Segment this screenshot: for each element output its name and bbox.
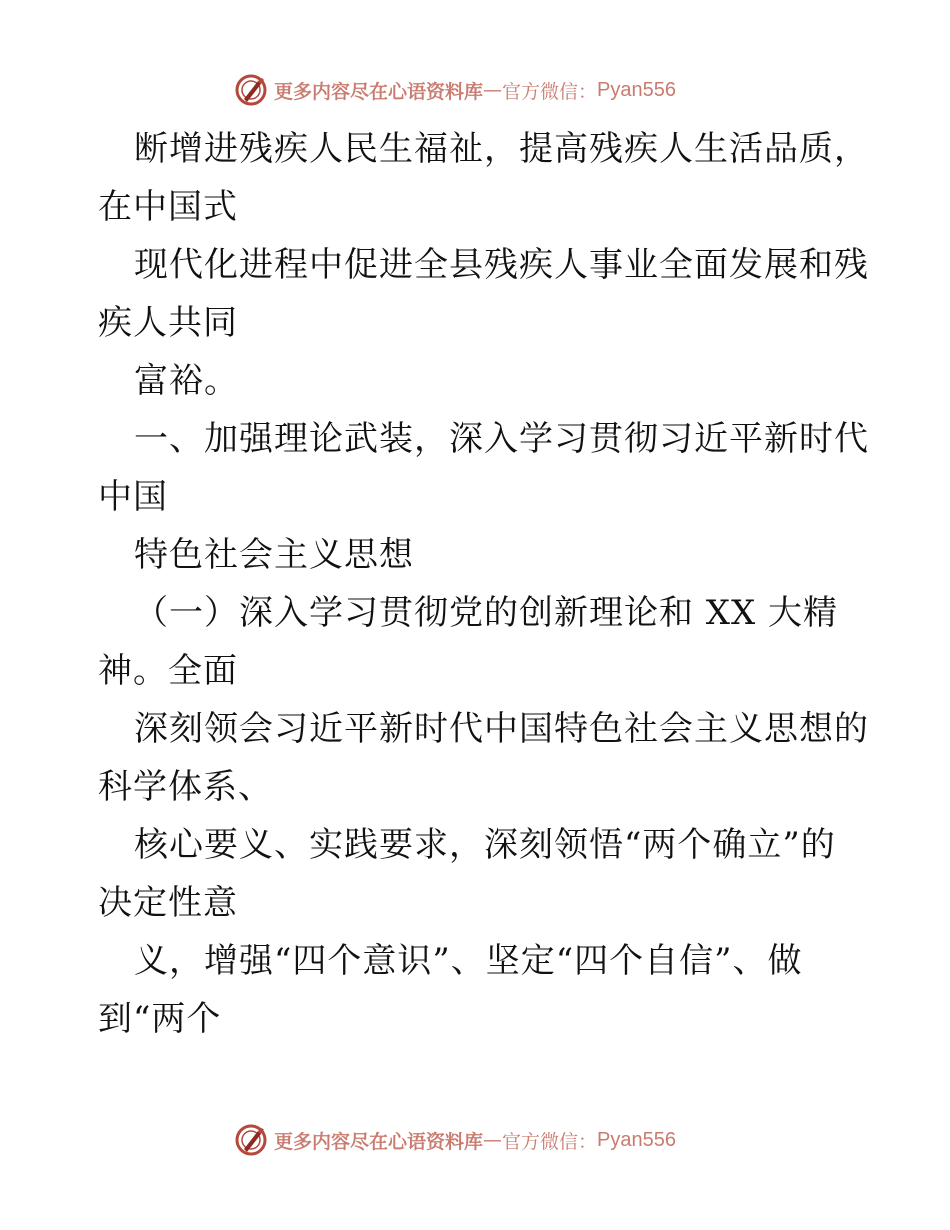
banner-wechat-id: Pyan556	[597, 1128, 676, 1151]
banner-wechat-label: 官方微信：	[502, 80, 598, 103]
pen-circle-logo-icon	[234, 1123, 268, 1157]
text-line: 到“两个	[98, 999, 222, 1039]
text-line: 义，增强“四个意识”、坚定“四个自信”、做	[134, 941, 803, 981]
section-heading-line: 特色社会主义思想	[134, 535, 414, 575]
banner-wechat-label: 官方微信：	[502, 1130, 598, 1153]
banner-main-text: 更多内容尽在心语资料库	[274, 1130, 484, 1153]
section-heading-line: 一、加强理论武装，深入学习贯彻习近平新时代	[134, 419, 869, 459]
text-line: 决定性意	[98, 883, 238, 923]
pen-circle-logo-icon	[234, 73, 268, 107]
subsection-line: （一）深入学习贯彻党的创新理论和 XX 大精	[134, 593, 839, 633]
text-line: 神。全面	[98, 651, 238, 691]
banner-separator: —	[483, 79, 503, 101]
text-line: 疾人共同	[98, 303, 238, 343]
text-line: 在中国式	[98, 187, 238, 227]
section-heading-line: 中国	[98, 477, 168, 517]
text-line: 科学体系、	[98, 767, 273, 807]
text-line: 深刻领会习近平新时代中国特色社会主义思想的	[134, 709, 869, 749]
text-line: 核心要义、实践要求，深刻领悟“两个确立”的	[134, 825, 836, 865]
text-line: 现代化进程中促进全县残疾人事业全面发展和残	[134, 245, 869, 285]
text-line: 断增进残疾人民生福祉，提高残疾人生活品质，	[134, 129, 869, 169]
banner-wechat-id: Pyan556	[597, 78, 676, 101]
header-banner	[234, 72, 676, 108]
footer-banner	[234, 1122, 676, 1158]
banner-main-text: 更多内容尽在心语资料库	[274, 80, 484, 103]
text-line: 富裕。	[134, 361, 239, 401]
banner-separator: —	[483, 1129, 503, 1151]
